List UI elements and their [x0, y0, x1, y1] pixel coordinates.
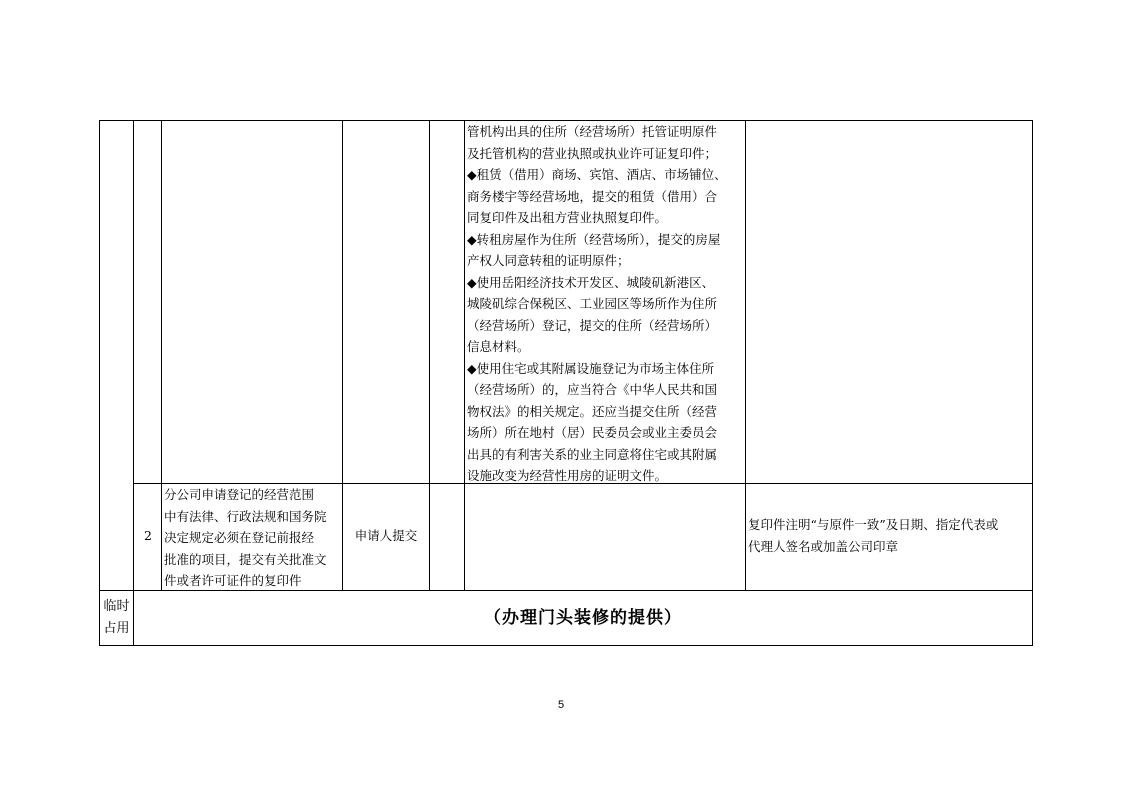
requirement-line: ◆租赁（借用）商场、宾馆、酒店、市场铺位、 [467, 167, 727, 182]
item-source: 申请人提交 [354, 528, 418, 543]
requirement-line: 设施改变为经营性用房的证明文件。 [467, 468, 668, 483]
table-rule [99, 645, 1033, 646]
section-heading: （办理门头装修的提供） [484, 608, 682, 628]
item-description [162, 484, 342, 592]
requirement-line: 产权人同意转租的证明原件； [467, 253, 630, 268]
requirement-line: 场所）所在地村（居）民委员会或业主委员会 [467, 425, 718, 440]
description-line: 批准的项目，提交有关批准文 [164, 551, 327, 567]
description-line: 分公司申请登记的经营范围 [164, 487, 315, 502]
requirement-line: ◆使用住宅或其附属设施登记为市场主体住所 [467, 360, 715, 376]
requirement-line: 管机构出具的住所（经营场所）托管证明原件 [467, 124, 718, 139]
requirement-line: ◆使用岳阳经济技术开发区、城陵矶新港区、 [467, 274, 715, 290]
requirements-cell [465, 121, 745, 487]
temporary-use-label [100, 596, 133, 640]
table-rule [429, 120, 430, 591]
requirement-line: 同复印件及出租方营业执照复印件。 [467, 210, 668, 225]
requirement-line: （经营场所）登记，提交的住所（经营场所） [467, 317, 718, 333]
requirement-line: 城陵矶综合保税区、工业园区等场所作为住所 [467, 296, 718, 311]
requirement-line: 信息材料。 [467, 339, 530, 354]
temporary-label-line: 临时 [103, 599, 130, 614]
table-rule [133, 120, 134, 646]
note-line: 复印件注明“与原件一致”及日期、指定代表或 [748, 517, 999, 532]
description-line: 中有法律、行政法规和国务院 [164, 508, 327, 524]
requirement-line: 出具的有利害关系的业主同意将住宅或其附属 [467, 446, 718, 462]
note-line: 代理人签名或加盖公司印章 [748, 538, 899, 554]
requirement-line: 商务楼宇等经营场地，提交的租赁（借用）合 [467, 188, 718, 204]
requirement-line: （经营场所）的，应当符合《中华人民共和国 [467, 382, 718, 397]
description-line: 决定规定必须在登记前报经 [164, 530, 315, 545]
description-line: 件或者许可证件的复印件 [164, 573, 302, 588]
item-number: 2 [144, 528, 152, 543]
temporary-label-line: 占用 [103, 621, 130, 636]
page-number: 5 [557, 699, 565, 711]
requirement-line: ◆转租房屋作为住所（经营场所），提交的房屋 [467, 231, 721, 247]
table-rule [99, 120, 100, 646]
table-rule [342, 120, 343, 591]
item-note [746, 514, 1032, 557]
requirement-line: 及托管机构的营业执照或执业许可证复印件； [467, 145, 718, 161]
requirement-line: 物权法》的相关规定。还应当提交住所（经营 [467, 403, 718, 419]
table-rule [1032, 120, 1033, 646]
